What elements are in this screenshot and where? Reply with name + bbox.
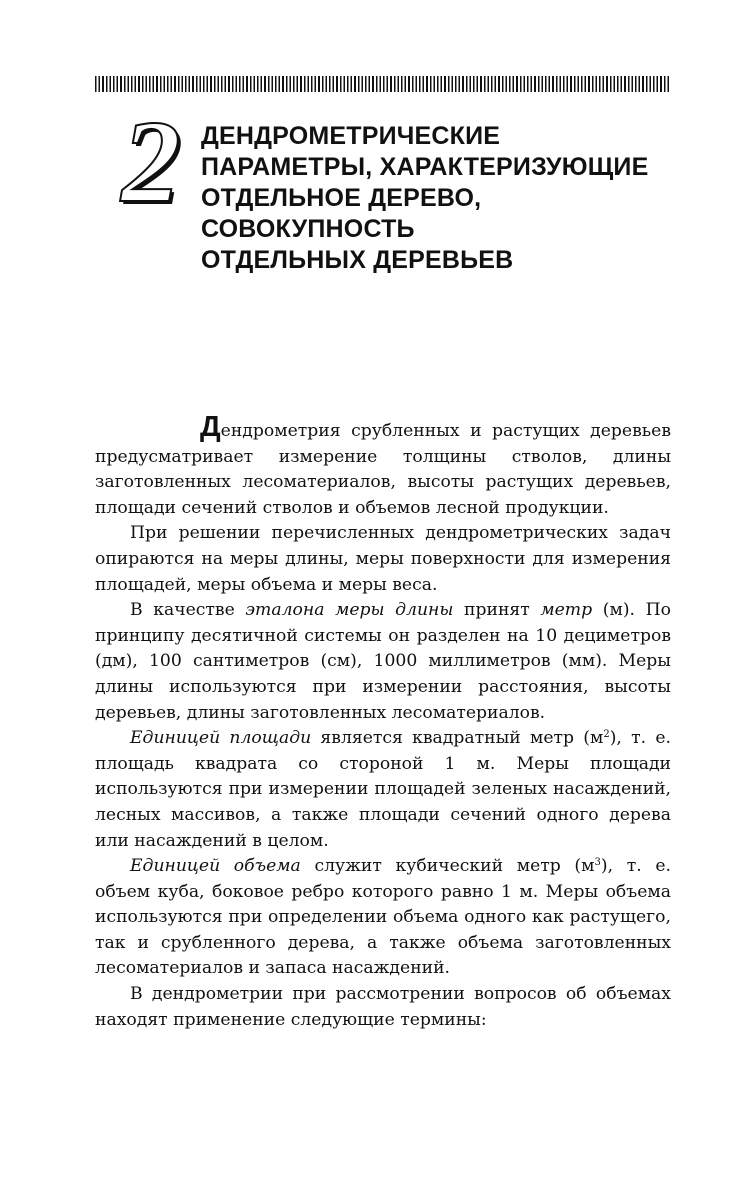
paragraph-text: В качестве	[130, 600, 246, 621]
body-text	[95, 411, 672, 1033]
paragraph-text: (м). По принципу десятичной системы он разделен на 10 дециметров (дм), 100 сантиметров (см), 1000 миллиметров (мм). Меры длины используются при измерении расстояния, высоты деревьев, длины заготовленных лесоматериалов.	[95, 600, 671, 723]
paragraph	[95, 598, 671, 726]
drop-cap: Д	[200, 411, 221, 443]
paragraph-text: ), т. е. площадь квадрата со стороной 1 м. Меры площади используются при измерении площадей зеленых насаждений, лесных массивов, а также площади сечений одного дерева или насаждений в целом.	[95, 728, 672, 851]
chapter-title-line: ДЕНДРОМЕТРИЧЕСКИЕ	[201, 122, 501, 150]
superscript: 2	[603, 729, 610, 741]
paragraph-text: принят	[453, 600, 541, 621]
paragraph-text: ендрометрия срубленных и растущих деревьев предусматривает измерение толщины стволов, длины заготовленных лесоматериалов, высоты растущих деревьев, площади сечений стволов и объемов лесной продукции.	[95, 421, 671, 518]
paragraph-text: ), т. е. объем куба, боковое ребро которого равно 1 м. Меры объема используются при определении объема одного как растущего, так и срубленного дерева, а также объема заготовленных лесоматериалов и запаса насаждений.	[95, 856, 672, 979]
chapter-title-line: ПАРАМЕТРЫ, ХАРАКТЕРИЗУЮЩИЕ	[201, 153, 649, 181]
chapter-title-line: ОТДЕЛЬНЫХ ДЕРЕВЬЕВ	[201, 246, 514, 274]
header-rule	[95, 76, 671, 92]
superscript: 3	[594, 857, 601, 869]
paragraph-text: служит кубический метр (м	[300, 856, 595, 877]
emphasis-term: эталона меры длины	[245, 600, 454, 621]
paragraph	[95, 982, 671, 1033]
emphasis-term: Единицей площади	[130, 728, 312, 749]
emphasis-term: метр	[540, 600, 593, 621]
paragraph	[95, 411, 671, 521]
paragraph	[95, 854, 671, 982]
chapter-title-line: СОВОКУПНОСТЬ	[201, 215, 415, 243]
chapter-title	[201, 121, 661, 276]
paragraph-text: В дендрометрии при рассмотрении вопросов об объемах находят применение следующие термины:	[95, 984, 671, 1030]
chapter-number: 2	[121, 96, 181, 227]
paragraph-text: При решении перечисленных дендрометрических задач опираются на меры длины, меры поверхности для измерения площадей, меры объема и меры веса.	[95, 523, 671, 595]
emphasis-term: Единицей объема	[130, 856, 301, 877]
paragraph	[95, 521, 671, 598]
paragraph-text: является квадратный метр (м	[311, 728, 604, 749]
chapter-title-line: ОТДЕЛЬНОЕ ДЕРЕВО,	[201, 184, 482, 212]
paragraph	[95, 726, 671, 854]
